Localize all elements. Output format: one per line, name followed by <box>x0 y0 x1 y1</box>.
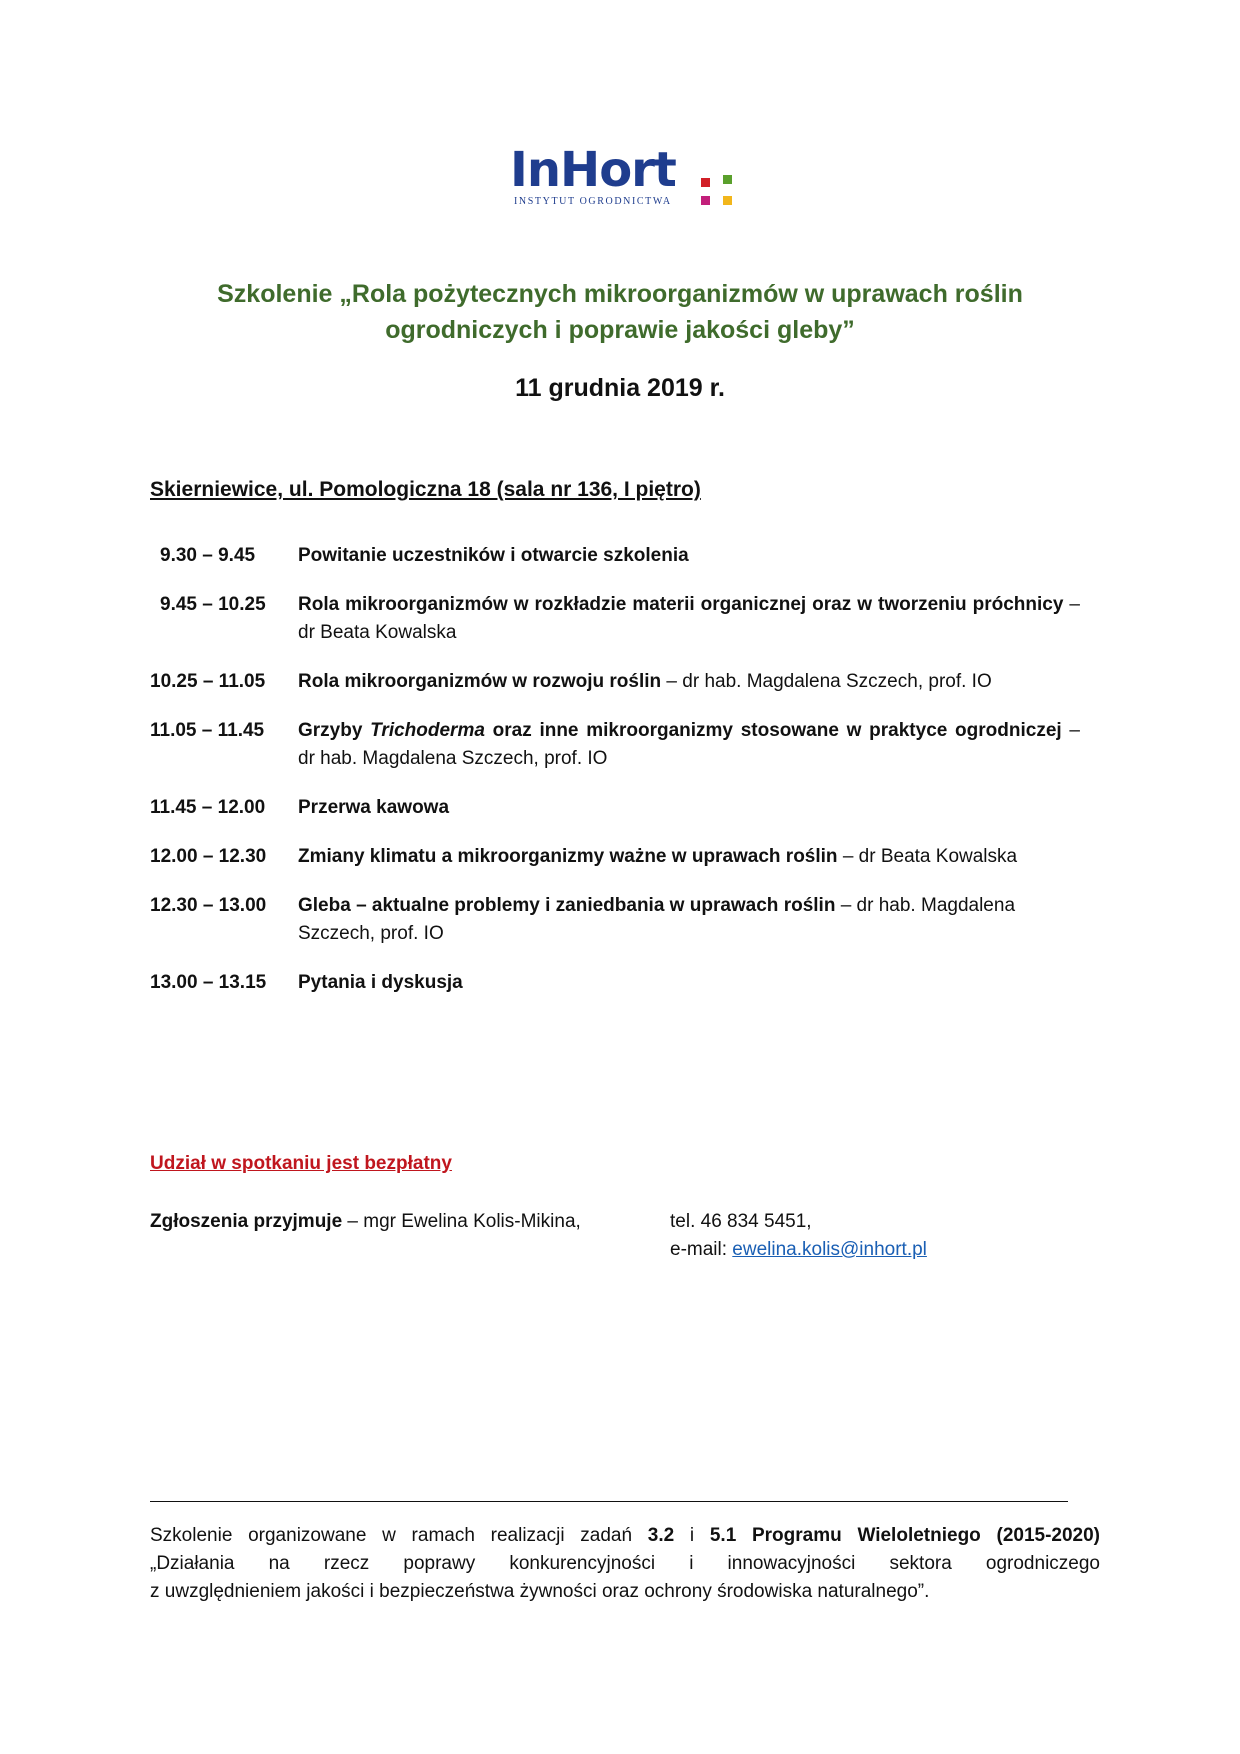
agenda-row <box>150 969 1080 997</box>
contact-person <box>150 1208 581 1236</box>
footer-line-3: z uwzględnieniem jakości i bezpieczeństwa żywności oraz ochrony środowiska naturalnego”. <box>150 1581 930 1602</box>
agenda-speaker: – dr hab. Magdalena Szczech, prof. IO <box>298 720 1080 769</box>
agenda-description <box>298 668 1080 696</box>
logo-square-yellow <box>723 196 732 205</box>
footer-divider <box>150 1501 1068 1502</box>
title-line-2: ogrodniczych i poprawie jakości gleby” <box>385 316 855 344</box>
agenda-title: Gleba – aktualne problemy i zaniedbania w uprawach roślin <box>298 895 836 916</box>
logo-square-magenta <box>701 196 710 205</box>
agenda-title: Pytania i dyskusja <box>298 972 463 993</box>
agenda-description <box>298 717 1080 773</box>
contact-name: – mgr Ewelina Kolis-Mikina, <box>342 1211 581 1232</box>
footer-program: 5.1 Programu Wieloletniego (2015-2020) <box>709 1525 1101 1546</box>
footer-line-1 <box>150 1522 1100 1550</box>
agenda-row <box>150 542 1080 570</box>
logo-wordmark: InHort <box>510 142 676 198</box>
agenda-row <box>150 717 1080 773</box>
agenda-description <box>298 542 1080 570</box>
footer-line-2: „Działania na rzecz poprawy konkurencyjności i innowacyjności sektora ogrodniczego <box>150 1553 1100 1574</box>
agenda-row <box>150 892 1080 948</box>
contact-label: Zgłoszenia przyjmuje <box>150 1211 343 1232</box>
logo-square-green <box>723 175 732 184</box>
agenda-row <box>150 668 1080 696</box>
title-line-1: Szkolenie „Rola pożytecznych mikroorganizmów w uprawach roślin <box>217 280 1023 308</box>
agenda-speaker: – dr hab. Magdalena Szczech, prof. IO <box>661 671 992 692</box>
agenda-speaker: – dr Beata Kowalska <box>298 594 1080 643</box>
agenda-title: Przerwa kawowa <box>298 797 450 818</box>
agenda-title <box>298 720 1062 741</box>
agenda-time: 9.45 – 10.25 <box>160 594 266 615</box>
footer-task-1: 3.2 <box>647 1525 675 1546</box>
agenda-time: 11.05 – 11.45 <box>150 720 265 741</box>
agenda-title: Rola mikroorganizmów w rozkładzie materii organicznej oraz w tworzeniu próchnicy <box>298 594 1064 615</box>
agenda-time: 13.00 – 13.15 <box>150 972 267 993</box>
agenda-title: Powitanie uczestników i otwarcie szkolenia <box>298 545 689 566</box>
logo-subtitle: INSTYTUT OGRODNICTWA <box>514 196 672 207</box>
email-link[interactable]: ewelina.kolis@inhort.pl <box>732 1239 927 1260</box>
agenda-description <box>298 969 1080 997</box>
agenda-title-post: oraz inne mikroorganizmy stosowane w praktyce ogrodniczej <box>484 720 1062 741</box>
agenda-time: 9.30 – 9.45 <box>160 545 256 566</box>
agenda <box>150 542 1080 1018</box>
inhort-logo <box>510 144 742 214</box>
footer-note <box>150 1522 1100 1606</box>
contact-email-line <box>670 1236 927 1264</box>
agenda-row <box>150 843 1080 871</box>
document-title <box>150 276 1090 348</box>
agenda-time: 10.25 – 11.05 <box>150 671 266 692</box>
agenda-title-italic: Trichoderma <box>370 720 485 741</box>
contact-phone: tel. 46 834 5451, <box>670 1211 812 1232</box>
agenda-time: 12.00 – 12.30 <box>150 846 267 867</box>
event-location: Skierniewice, ul. Pomologiczna 18 (sala nr 136, I piętro) <box>150 478 701 501</box>
agenda-row <box>150 591 1080 647</box>
contact-details <box>670 1208 927 1264</box>
agenda-description <box>298 892 1080 948</box>
agenda-title: Rola mikroorganizmów w rozwoju roślin <box>298 671 662 692</box>
agenda-description <box>298 843 1080 871</box>
agenda-time: 12.30 – 13.00 <box>150 895 267 916</box>
agenda-speaker: – dr hab. Magdalena Szczech, prof. IO <box>298 895 1016 944</box>
footer-text-2: i <box>674 1525 710 1546</box>
agenda-description <box>298 591 1080 647</box>
agenda-speaker: – dr Beata Kowalska <box>837 846 1018 867</box>
free-attendance-notice: Udział w spotkaniu jest bezpłatny <box>150 1153 452 1174</box>
email-label: e-mail: <box>670 1239 733 1260</box>
event-date: 11 grudnia 2019 r. <box>515 374 725 402</box>
agenda-time: 11.45 – 12.00 <box>150 797 266 818</box>
footer-text-1: Szkolenie organizowane w ramach realizacji zadań <box>150 1525 648 1546</box>
agenda-title: Zmiany klimatu a mikroorganizmy ważne w uprawach roślin <box>298 846 838 867</box>
agenda-description <box>298 794 1080 822</box>
agenda-row <box>150 794 1080 822</box>
logo-square-red <box>701 178 710 187</box>
agenda-title-pre: Grzyby <box>298 720 371 741</box>
